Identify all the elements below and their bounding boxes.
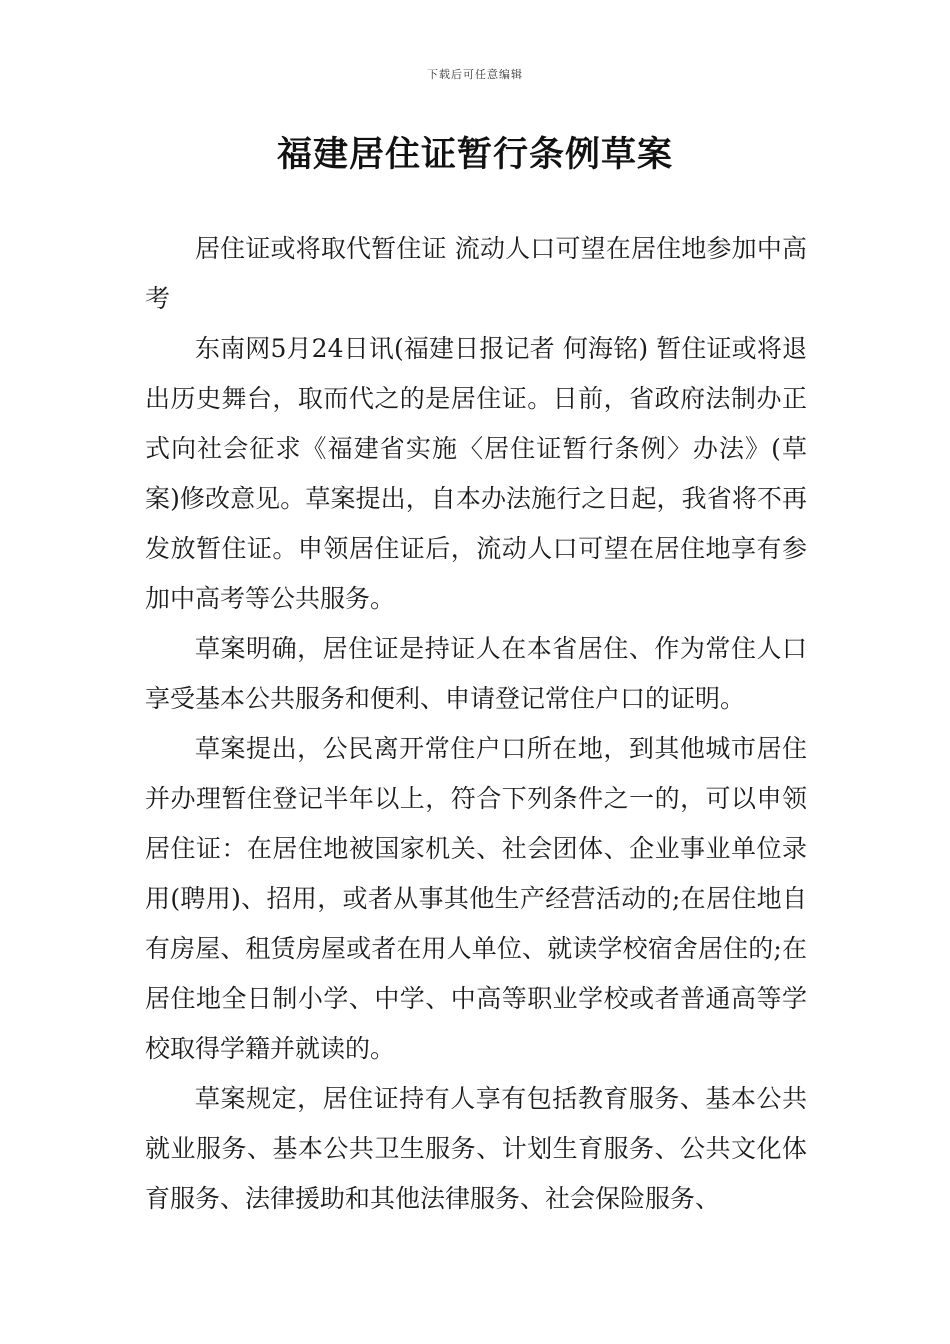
document-title: 福建居住证暂行条例草案 [276,135,673,175]
document-body [145,224,807,1224]
paragraph-definition: 草案明确，居住证是持证人在本省居住、作为常住人口享受基本公共服务和便利、申请登记常住户口的证明。 [145,634,807,713]
paragraph-subtitle: 居住证或将取代暂住证 流动人口可望在居住地参加中高考 [145,234,807,313]
paragraph-services: 草案规定，居住证持有人享有包括教育服务、基本公共就业服务、基本公共卫生服务、计划生育服务、公共文化体育服务、法律援助和其他法律服务、社会保险服务、 [145,1084,807,1213]
paragraph-eligibility: 草案提出，公民离开常住户口所在地，到其他城市居住并办理暂住登记半年以上，符合下列条件之一的，可以申领居住证：在居住地被国家机关、社会团体、企业事业单位录用(聘用)、招用，或者从事其他生产经营活动的;在居住地自有房屋、租赁房屋或者在用人单位、就读学校宿舍居住的;在居住地全日制小学、中学、中高等职业学校或者普通高等学校取得学籍并就读的。 [145,734,807,1063]
paragraph-lead: 东南网5月24日讯(福建日报记者 何海铭) 暂住证或将退出历史舞台，取而代之的是居住证。日前，省政府法制办正式向社会征求《福建省实施〈居住证暂行条例〉办法》(草案)修改意见。草案提出，自本办法施行之日起，我省将不再发放暂住证。申领居住证后，流动人口可望在居住地享有参加中高考等公共服务。 [145,334,807,613]
header-note: 下载后可任意编辑 [427,68,523,81]
